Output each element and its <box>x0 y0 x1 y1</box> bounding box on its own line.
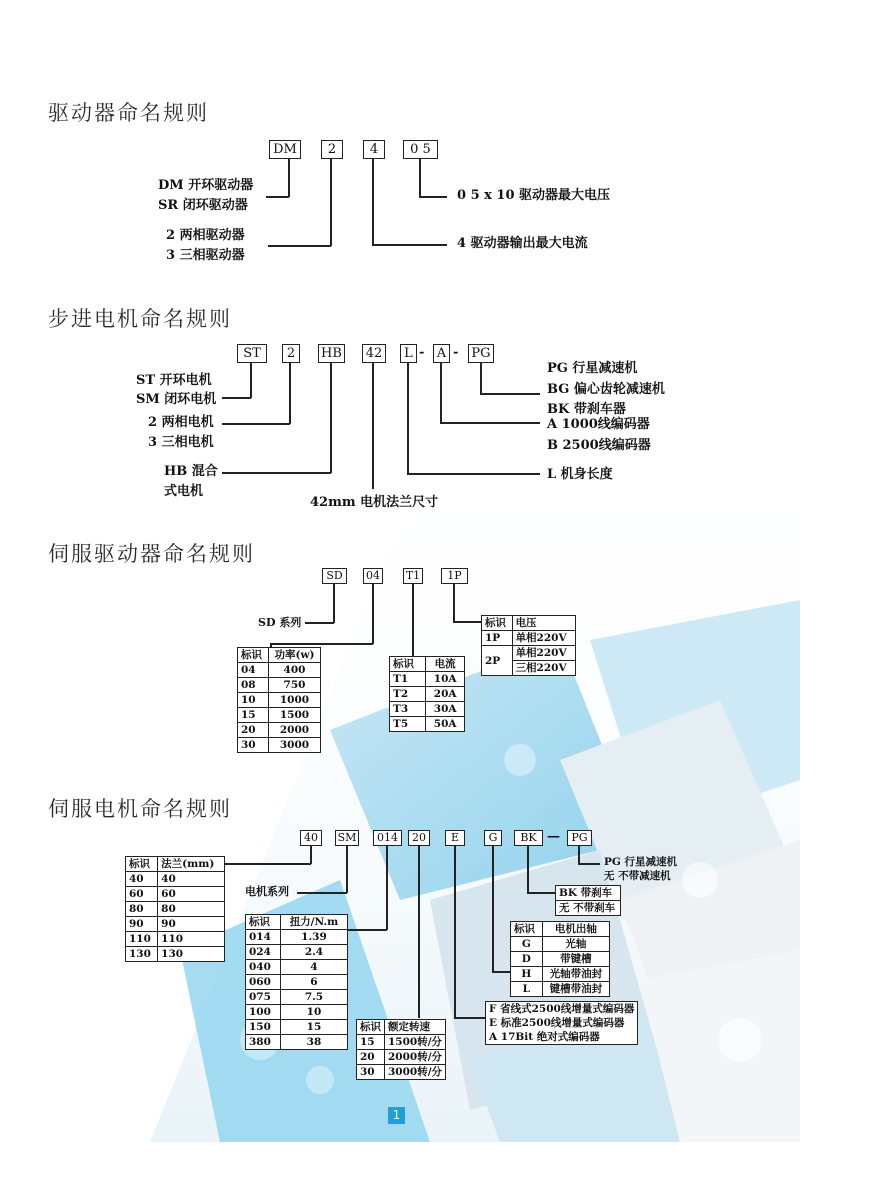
torque-table <box>245 914 348 1050</box>
table-cell: 1500转/分 <box>385 1035 446 1050</box>
stepper-b-label: B 2500线编码器 <box>547 438 651 453</box>
table-cell: 80 <box>126 902 158 917</box>
connector <box>346 846 348 893</box>
driver-dm-label: DM 开环驱动器 <box>158 178 254 193</box>
stepper-size-label: 42mm 电机法兰尺寸 <box>310 495 439 510</box>
table-cell: 光轴带油封 <box>542 967 609 982</box>
table-cell: 90 <box>126 917 158 932</box>
table-cell: T3 <box>390 702 426 717</box>
connector <box>372 159 374 245</box>
connector <box>266 196 289 198</box>
table-cell: 110 <box>126 932 158 947</box>
connector <box>454 1017 485 1019</box>
stepper-dash: - <box>453 345 459 360</box>
table-cell: 040 <box>246 960 281 975</box>
table-header: 扭力/N.m <box>280 915 347 930</box>
table-cell: 1500 <box>268 708 320 723</box>
table-cell: 150 <box>246 1020 281 1035</box>
connector <box>222 423 290 425</box>
table-cell: 20 <box>357 1050 385 1065</box>
table-header: 标识 <box>246 915 281 930</box>
table-header: 功率(w) <box>268 648 320 663</box>
connector <box>330 363 332 473</box>
servo-driver-code-sd: SD <box>322 568 347 584</box>
stepper-code-encoder: A <box>433 344 450 363</box>
table-cell: T5 <box>390 717 426 732</box>
table-cell: 50A <box>426 717 465 732</box>
table-header: 标识 <box>126 857 158 872</box>
driver-current-label: 4 驱动器输出最大电流 <box>457 236 588 251</box>
table-cell: 2000转/分 <box>385 1050 446 1065</box>
servo-driver-section-title: 伺服驱动器命名规则 <box>48 542 255 566</box>
table-cell: 110 <box>158 932 225 947</box>
stepper-code-st: ST <box>237 344 267 363</box>
driver-sr-label: SR 闭环驱动器 <box>158 198 248 213</box>
encoder-box <box>485 1001 638 1045</box>
table-cell: 10A <box>426 672 465 687</box>
driver-code-dm: DM <box>269 140 301 159</box>
table-cell: 单相220V <box>512 631 575 646</box>
connector <box>330 159 332 246</box>
connector <box>225 863 311 865</box>
table-cell: 075 <box>246 990 281 1005</box>
connector <box>386 846 388 930</box>
connector <box>492 971 510 973</box>
connector <box>578 863 600 865</box>
table-cell: 20A <box>426 687 465 702</box>
stepper-dash: - <box>419 345 425 360</box>
table-cell: 3000 <box>268 738 320 753</box>
table-header: 标识 <box>390 657 426 672</box>
table-cell: 400 <box>268 663 320 678</box>
servo-motor-dash: — <box>547 829 560 844</box>
connector <box>578 846 580 864</box>
brake-with-label: BK 带刹车 <box>556 886 621 901</box>
table-cell: G <box>511 937 543 952</box>
table-cell: 10 <box>280 1005 347 1020</box>
connector <box>412 584 414 656</box>
servo-driver-code-voltage: 1P <box>441 568 468 584</box>
table-cell: 4 <box>280 960 347 975</box>
table-header: 标识 <box>238 648 269 663</box>
stepper-code-length: L <box>400 344 417 363</box>
table-cell: 30 <box>357 1065 385 1080</box>
table-cell: H <box>511 967 543 982</box>
table-cell: 2000 <box>268 723 320 738</box>
table-cell: 38 <box>280 1035 347 1050</box>
table-cell: 80 <box>158 902 225 917</box>
table-cell: 6 <box>280 975 347 990</box>
table-cell: 60 <box>126 887 158 902</box>
stepper-bk-label: BK 带刹车器 <box>547 402 626 417</box>
connector <box>454 846 456 1018</box>
servo-motor-series-label: 电机系列 <box>245 885 289 898</box>
table-cell: 40 <box>158 872 225 887</box>
table-cell: 2P <box>482 646 513 676</box>
table-cell: 04 <box>238 663 269 678</box>
table-cell: 2.4 <box>280 945 347 960</box>
servo-driver-code-current: T1 <box>403 568 423 584</box>
driver-3phase-label: 3 三相驱动器 <box>166 248 245 263</box>
servo-motor-code-reducer: PG <box>567 830 592 846</box>
connector <box>418 846 420 1018</box>
connector <box>453 584 455 622</box>
speed-table <box>356 1019 446 1080</box>
connector <box>268 245 331 247</box>
stepper-3phase-label: 3 三相电机 <box>148 435 214 450</box>
current-table <box>389 656 465 732</box>
connector <box>305 622 334 624</box>
table-cell: T2 <box>390 687 426 702</box>
encoder-f-label: F 省线式2500线增量式编码器 <box>486 1002 638 1017</box>
driver-2phase-label: 2 两相驱动器 <box>166 228 245 243</box>
stepper-st-label: ST 开环电机 <box>136 373 212 388</box>
connector <box>270 643 373 645</box>
table-cell: 1.39 <box>280 930 347 945</box>
page-number: 1 <box>388 1107 405 1124</box>
table-cell: D <box>511 952 543 967</box>
stepper-code-phase: 2 <box>282 344 300 363</box>
table-cell: 30A <box>426 702 465 717</box>
connector <box>333 584 335 623</box>
servo-motor-code-series: SM <box>335 830 359 846</box>
table-cell: 7.5 <box>280 990 347 1005</box>
table-cell: 1P <box>482 631 513 646</box>
servo-motor-section-title: 伺服电机命名规则 <box>48 797 232 821</box>
table-cell: 40 <box>126 872 158 887</box>
connector <box>407 363 409 474</box>
table-header: 标识 <box>357 1020 385 1035</box>
brake-box <box>555 885 621 916</box>
servo-motor-code-brake: BK <box>514 830 543 846</box>
table-header: 电压 <box>512 616 575 631</box>
connector <box>480 393 540 395</box>
table-cell: 光轴 <box>542 937 609 952</box>
table-cell: 1000 <box>268 693 320 708</box>
table-cell: 15 <box>280 1020 347 1035</box>
table-cell: 024 <box>246 945 281 960</box>
connector <box>480 363 482 394</box>
driver-code-current: 4 <box>363 140 385 159</box>
servo-motor-code-shaft: G <box>484 830 502 846</box>
table-cell: 060 <box>246 975 281 990</box>
stepper-sm-label: SM 闭环电机 <box>136 392 217 407</box>
reducer-pg-label: PG 行星减速机 <box>604 856 678 868</box>
table-cell: 130 <box>158 947 225 962</box>
table-cell: 08 <box>238 678 269 693</box>
connector <box>527 846 529 893</box>
flange-table <box>125 856 225 962</box>
table-cell: 三相220V <box>512 661 575 676</box>
table-cell: 键槽带油封 <box>542 982 609 997</box>
connector <box>419 196 447 198</box>
driver-section-title: 驱动器命名规则 <box>48 101 209 125</box>
stepper-hb-label-1: HB 混合 <box>164 464 218 479</box>
connector <box>453 621 481 623</box>
stepper-code-reducer: PG <box>468 344 494 363</box>
servo-driver-code-power: 04 <box>363 568 383 584</box>
table-cell: 20 <box>238 723 269 738</box>
connector <box>288 159 290 197</box>
brake-without-label: 无 不带刹车 <box>556 901 621 916</box>
table-cell: 单相220V <box>512 646 575 661</box>
table-header: 标识 <box>482 616 513 631</box>
driver-voltage-label: 0 5 x 10 驱动器最大电压 <box>457 188 611 203</box>
stepper-a-label: A 1000线编码器 <box>547 417 650 432</box>
driver-code-voltage: 0 5 <box>403 140 438 159</box>
connector <box>222 397 251 399</box>
table-header: 电机出轴 <box>542 922 609 937</box>
connector <box>372 363 374 489</box>
power-table <box>237 647 321 753</box>
table-cell: 3000转/分 <box>385 1065 446 1080</box>
stepper-2phase-label: 2 两相电机 <box>148 415 214 430</box>
connector <box>222 472 331 474</box>
shaft-table <box>510 921 610 997</box>
connector <box>527 892 555 894</box>
table-header: 法兰(mm) <box>158 857 225 872</box>
servo-motor-code-torque: 014 <box>373 830 402 846</box>
stepper-code-hb: HB <box>318 344 345 363</box>
table-cell: 15 <box>238 708 269 723</box>
table-cell: 10 <box>238 693 269 708</box>
table-header: 额定转速 <box>385 1020 446 1035</box>
connector <box>419 159 421 197</box>
driver-code-phase: 2 <box>321 140 343 159</box>
reducer-none-label: 无 不带减速机 <box>604 870 671 882</box>
table-cell: 15 <box>357 1035 385 1050</box>
connector <box>289 363 291 424</box>
connector <box>440 422 540 424</box>
connector <box>297 892 347 894</box>
table-cell: T1 <box>390 672 426 687</box>
table-cell: 带键槽 <box>542 952 609 967</box>
stepper-l-label: L 机身长度 <box>547 467 613 482</box>
voltage-table <box>481 615 576 676</box>
connector <box>250 363 252 398</box>
connector <box>372 244 447 246</box>
table-cell: 30 <box>238 738 269 753</box>
table-cell: L <box>511 982 543 997</box>
table-cell: 380 <box>246 1035 281 1050</box>
stepper-section-title: 步进电机命名规则 <box>48 307 232 331</box>
stepper-pg-label: PG 行星减速机 <box>547 361 638 376</box>
servo-motor-code-encoder: E <box>445 830 465 846</box>
encoder-a-label: A 17Bit 绝对式编码器 <box>486 1030 638 1045</box>
table-header: 标识 <box>511 922 543 937</box>
servo-motor-code-speed: 20 <box>408 830 430 846</box>
stepper-code-size: 42 <box>362 344 386 363</box>
servo-motor-code-flange: 40 <box>300 830 322 846</box>
table-header: 电流 <box>426 657 465 672</box>
encoder-e-label: E 标准2500线增量式编码器 <box>486 1016 638 1030</box>
connector <box>310 846 312 864</box>
stepper-bg-label: BG 偏心齿轮减速机 <box>547 382 665 397</box>
servo-driver-series-label: SD 系列 <box>258 616 302 629</box>
table-cell: 130 <box>126 947 158 962</box>
connector <box>492 846 494 972</box>
connector <box>407 473 540 475</box>
connector <box>347 929 387 931</box>
connector <box>440 363 442 423</box>
connector <box>372 584 374 644</box>
table-cell: 90 <box>158 917 225 932</box>
table-cell: 60 <box>158 887 225 902</box>
table-cell: 100 <box>246 1005 281 1020</box>
table-cell: 014 <box>246 930 281 945</box>
stepper-hb-label-2: 式电机 <box>164 484 204 499</box>
table-cell: 750 <box>268 678 320 693</box>
